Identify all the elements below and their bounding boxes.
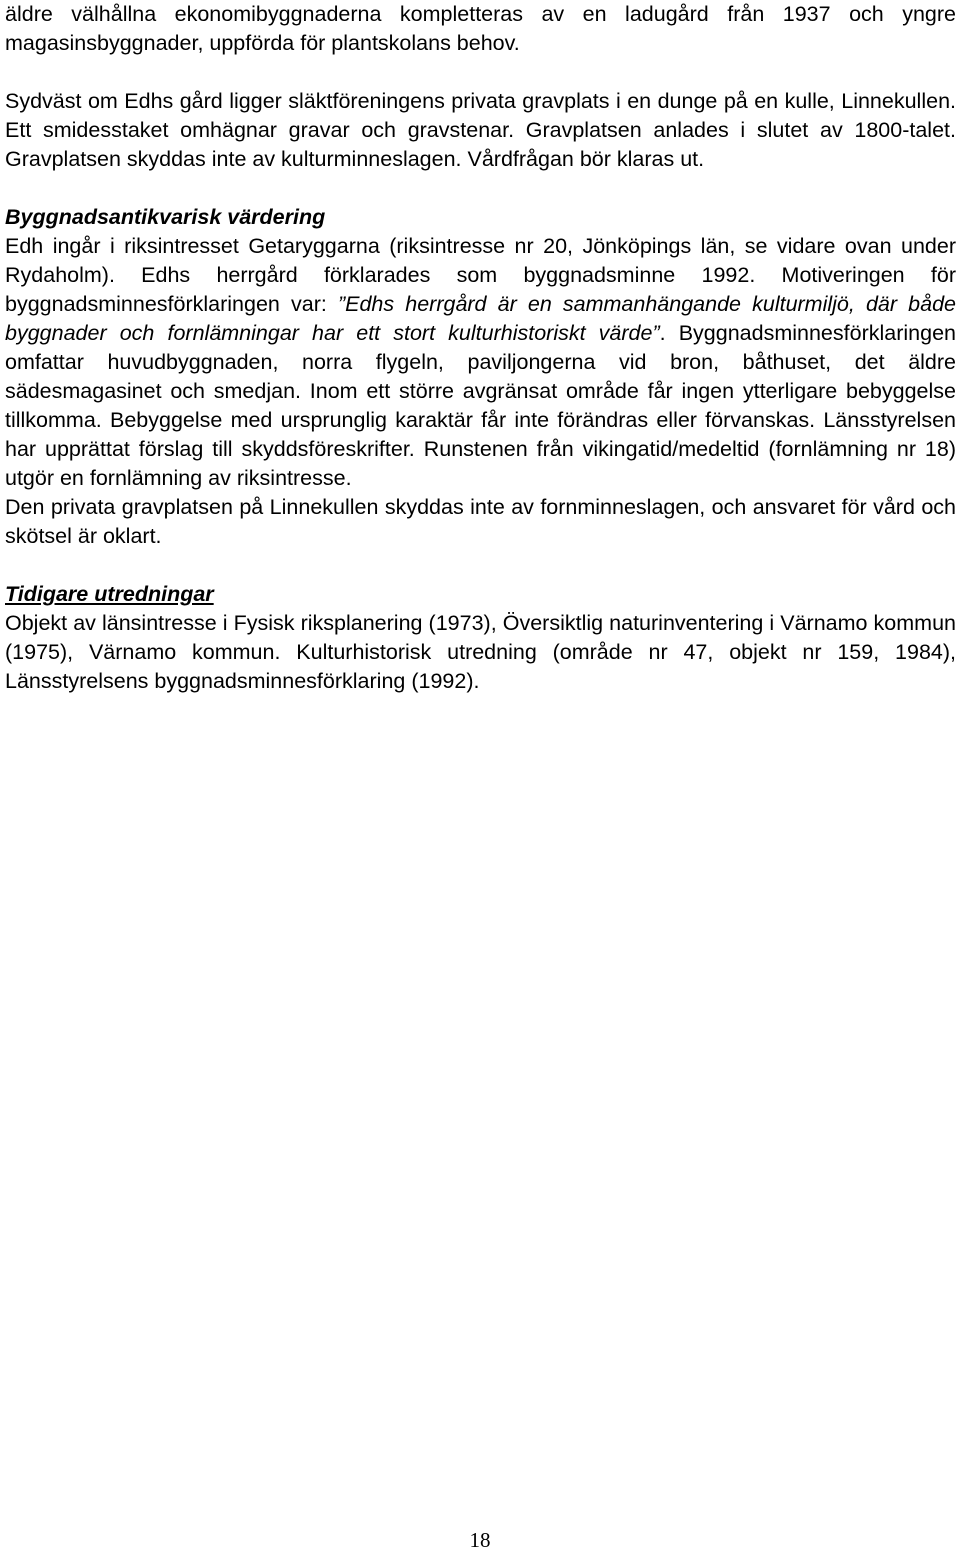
paragraph-previous-studies: Objekt av länsintresse i Fysisk riksplanering (1973), Översiktlig naturinventering i Värnamo kommun (1975), Värnamo kommun. Kulturhistorisk utredning (område nr 47, objekt nr 159, 1984), Länsstyrelsens byggnadsminnesförklaring (1992). bbox=[5, 611, 956, 693]
spacer bbox=[5, 58, 956, 87]
heading-previous-studies: Tidigare utredningar bbox=[5, 582, 214, 606]
heading-valuation: Byggnadsantikvarisk värdering bbox=[5, 205, 326, 229]
page-number: 18 bbox=[469, 1528, 491, 1552]
valuation-quote: ”Edhs herrgård är en sammanhängande kulturmiljö, där både byggnader och fornlämningar har ett stort kulturhistoriskt värde” bbox=[5, 292, 956, 345]
paragraph-private-grave: Den privata gravplatsen på Linnekullen skyddas inte av fornminneslagen, och ansvaret för vård och skötsel är oklart. bbox=[5, 495, 956, 548]
paragraph-buildings: äldre välhållna ekonomibyggnaderna kompletteras av en ladugård från 1937 och yngre magasinsbyggnader, uppförda för plantskolans behov. bbox=[5, 2, 956, 55]
valuation-text-1: Edh ingår i riksintresset Getaryggarna (riksintresse nr 20, Jönköpings län, se vidare ovan under Rydaholm). Edhs herrgård förklarades som byggnadsminne 1992. Motiveringen för byggnadsminnesförklaringen var: bbox=[5, 234, 956, 316]
spacer bbox=[5, 551, 956, 580]
paragraph-grave-site: Sydväst om Edhs gård ligger släktföreningens privata gravplats i en dunge på en kulle, Linnekullen. Ett smidesstaket omhägnar gravar och gravstenar. Gravplatsen anlades i slutet av 1800-talet. Gravplatsen skyddas inte av kulturminneslagen. Vårdfrågan bör klaras ut. bbox=[5, 89, 956, 171]
valuation-text-2: . Byggnadsminnesförklaringen omfattar huvudbyggnaden, norra flygeln, paviljongerna vid bron, båthuset, det äldre sädesmagasinet och smedjan. Inom ett större avgränsat område får ingen ytterligare bebyggelse tillkomma. Bebyggelse med ursprunglig karaktär får inte förändras eller förvanskas. Länsstyrelsen har upprättat förslag till skyddsföreskrifter. Runstenen från vikingatid/medeltid (fornlämning nr 18) utgör en fornlämning av riksintresse. bbox=[5, 321, 956, 490]
paragraph-valuation bbox=[5, 232, 956, 493]
spacer bbox=[5, 174, 956, 203]
document-body bbox=[5, 0, 956, 696]
